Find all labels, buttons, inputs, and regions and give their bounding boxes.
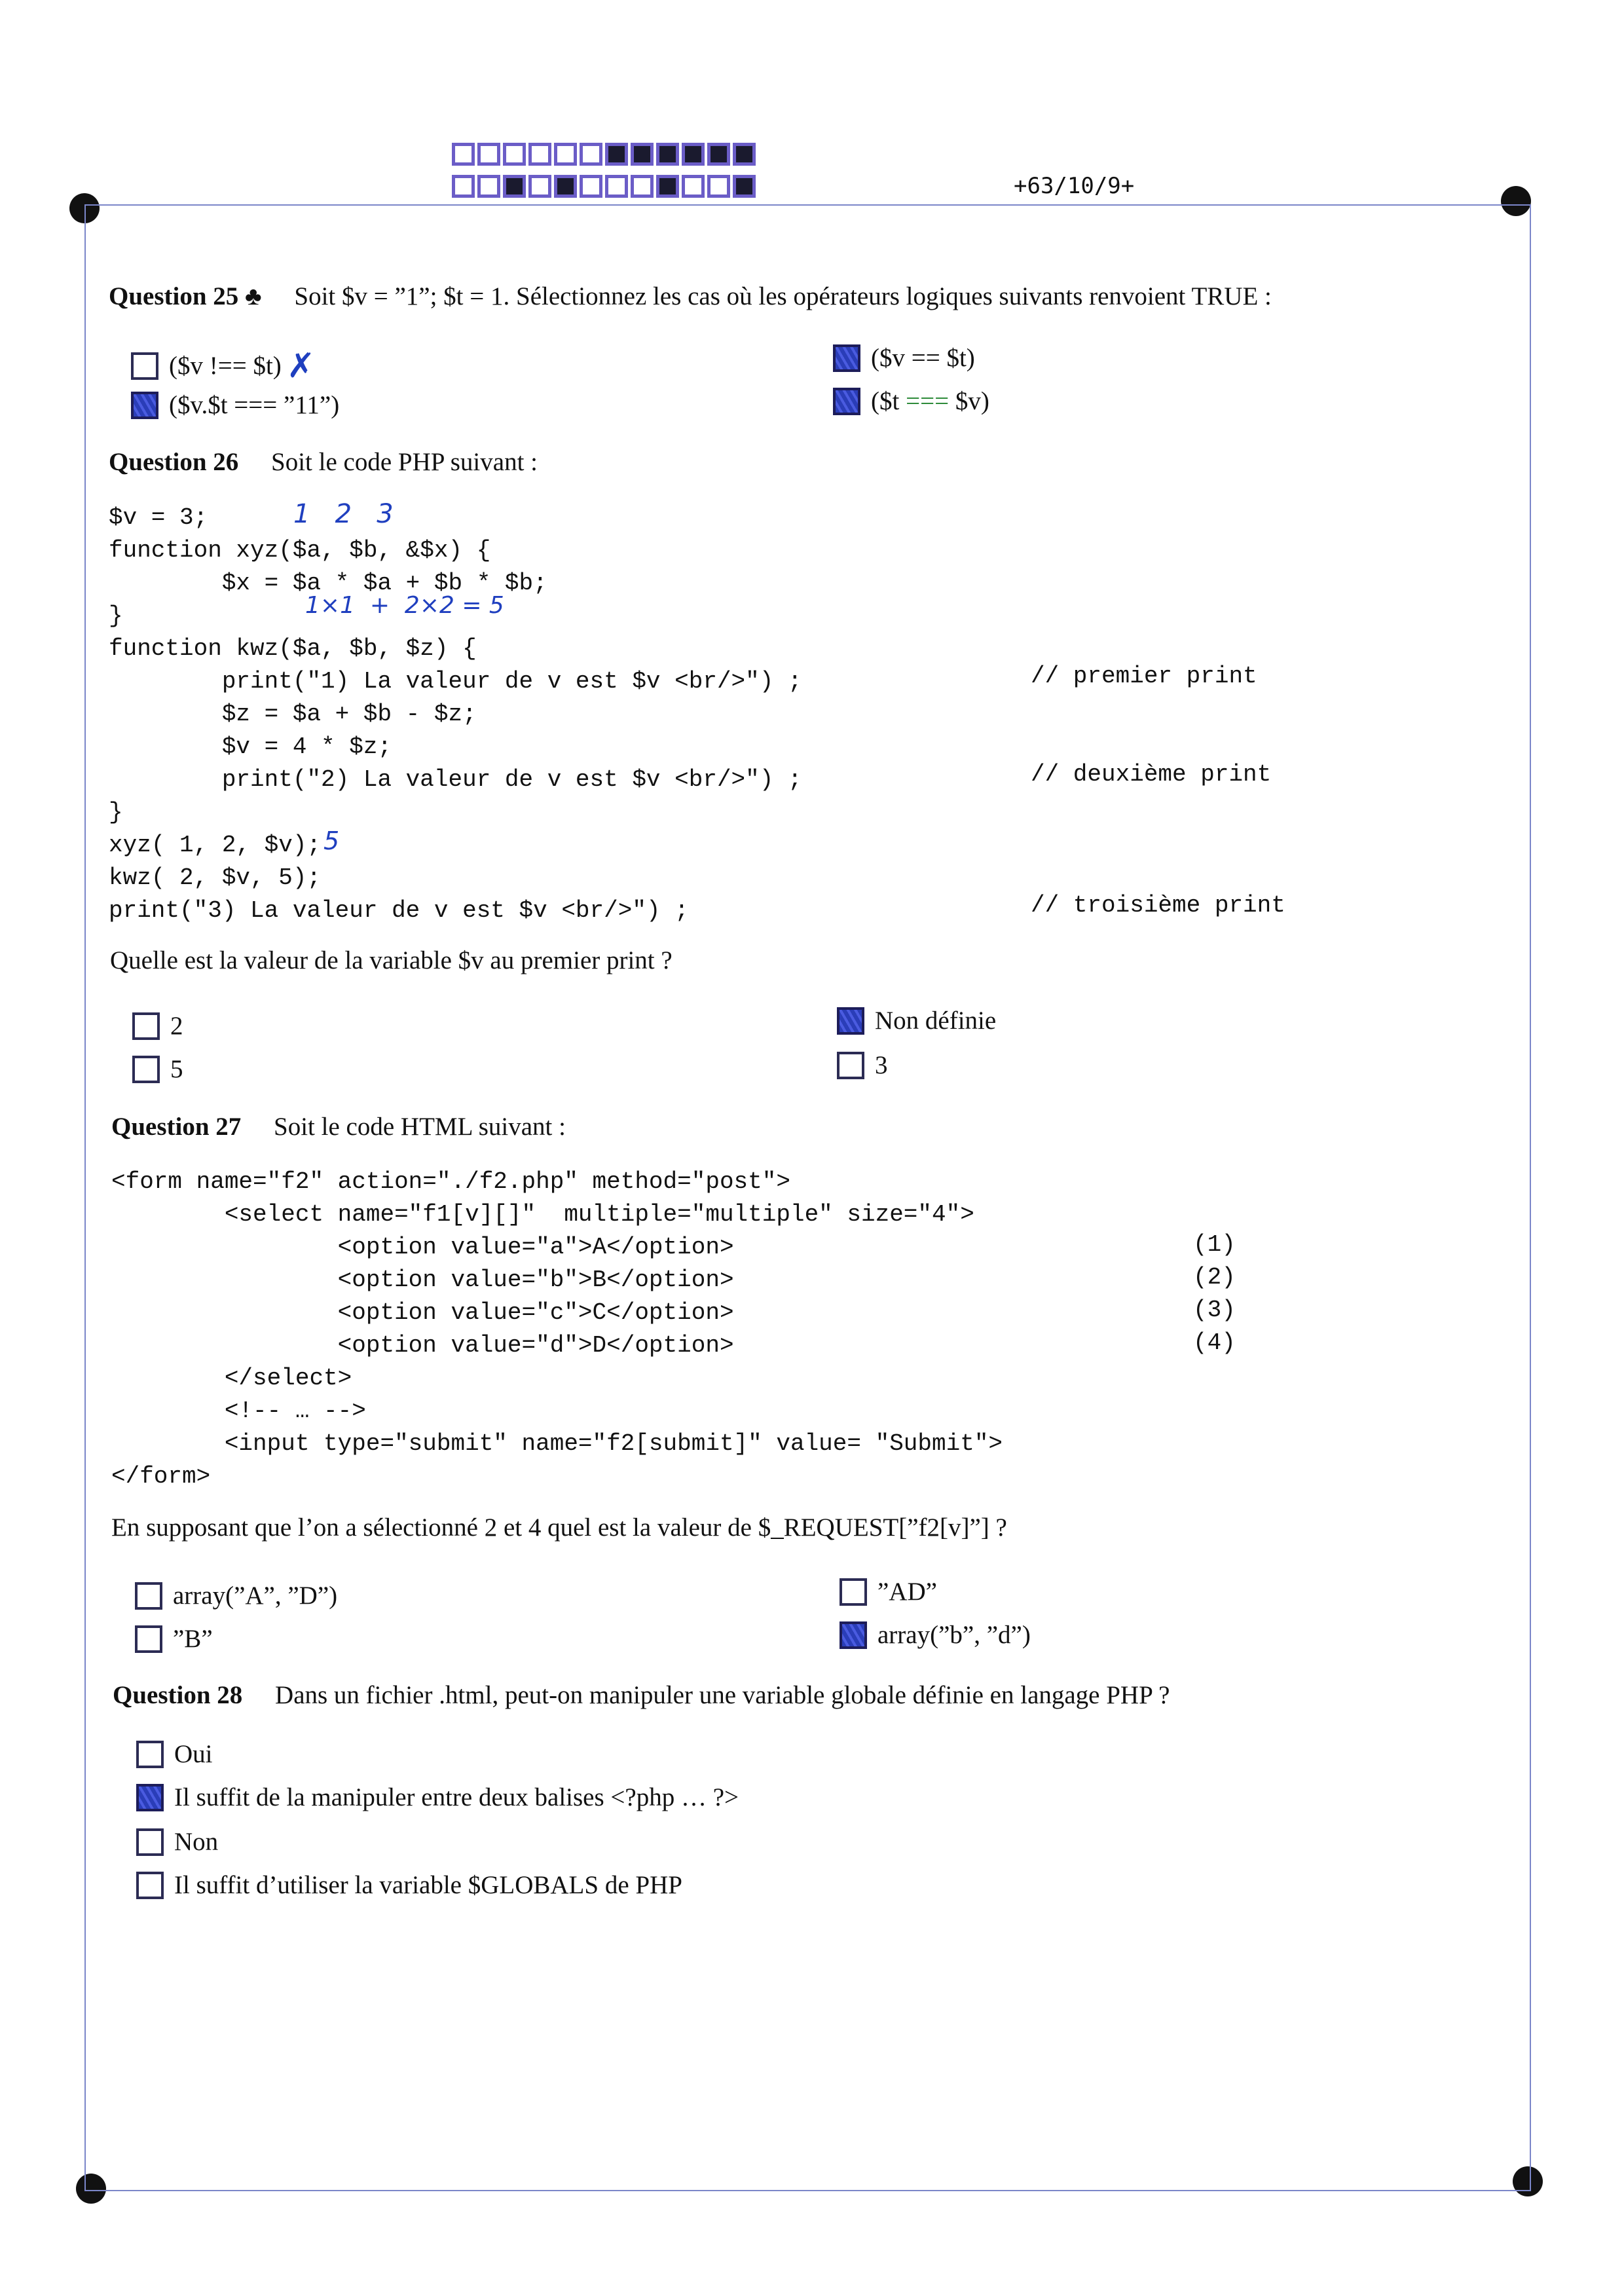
- barcode-top-row: [452, 143, 756, 166]
- q26-code-line: xyz( 1, 2, $v);: [109, 832, 322, 859]
- q27-code-line: <option value="a">A</option>: [111, 1234, 734, 1261]
- checkbox-checked[interactable]: [136, 1784, 164, 1811]
- barcode-cell: [605, 175, 628, 198]
- q26-code-line: print("2) La valeur de v est $v <br/>") ;: [109, 766, 802, 793]
- q26-label: Question 26: [109, 448, 239, 476]
- option-label: array(”b”, ”d”): [877, 1621, 1031, 1649]
- option-label: 2: [170, 1012, 183, 1040]
- option-label: 3: [875, 1051, 888, 1079]
- q27-number-3: (3): [1193, 1297, 1236, 1324]
- checkbox[interactable]: [132, 1012, 160, 1040]
- option-label: array(”A”, ”D”): [173, 1582, 338, 1610]
- barcode-cell: [503, 175, 526, 198]
- barcode-cell: [631, 143, 654, 166]
- q25-option-1[interactable]: [131, 346, 315, 386]
- checkbox[interactable]: [136, 1741, 164, 1768]
- option-label: Il suffit d’utiliser la variable $GLOBALS de PHP: [174, 1871, 682, 1899]
- option-label: Il suffit de la manipuler entre deux balises <?php … ?>: [174, 1783, 739, 1811]
- q28-text: Dans un fichier .html, peut-on manipuler une variable globale définie en langage PHP ?: [275, 1681, 1170, 1709]
- q27-heading: [111, 1112, 566, 1143]
- q26-code-line: function kwz($a, $b, $z) {: [109, 635, 477, 662]
- q26-option-2[interactable]: [132, 1054, 183, 1085]
- q25-option-4[interactable]: [833, 386, 989, 417]
- barcode-cell: [580, 143, 602, 166]
- q26-option-1[interactable]: [132, 1011, 183, 1042]
- checkbox-checked[interactable]: [837, 1007, 864, 1035]
- barcode-cell: [733, 175, 756, 198]
- barcode-cell: [554, 143, 577, 166]
- q26-comment-2: // deuxième print: [1031, 761, 1272, 788]
- barcode-cell: [503, 143, 526, 166]
- barcode-cell: [707, 175, 730, 198]
- handwritten-note-2: 1×1 + 2×2 = 5: [305, 592, 504, 619]
- barcode-cell: [452, 143, 475, 166]
- q28-option-4[interactable]: [136, 1870, 682, 1901]
- option-label: Non définie: [875, 1007, 997, 1035]
- q27-label: Question 27: [111, 1113, 242, 1141]
- option-label: ($t === $v): [871, 387, 989, 415]
- q26-option-3[interactable]: [837, 1006, 996, 1037]
- q26-heading: [109, 447, 538, 478]
- checkbox[interactable]: [135, 1582, 162, 1610]
- barcode-cell: [477, 143, 500, 166]
- checkbox-checked[interactable]: [840, 1621, 867, 1649]
- barcode-bottom-row: [452, 175, 756, 198]
- q25-option-3[interactable]: [833, 343, 975, 374]
- option-label: ”B”: [173, 1625, 213, 1653]
- checkbox[interactable]: [132, 1056, 160, 1083]
- q25-heading: [109, 282, 1272, 312]
- q26-code-line: print("3) La valeur de v est $v <br/>") ;: [109, 897, 689, 924]
- cross-mark-icon: ✗: [286, 346, 316, 386]
- option-label: Oui: [174, 1740, 213, 1768]
- checkbox[interactable]: [136, 1828, 164, 1856]
- q26-comment-3: // troisième print: [1031, 892, 1285, 919]
- q28-option-1[interactable]: [136, 1739, 213, 1770]
- q27-option-3[interactable]: [840, 1577, 937, 1608]
- checkbox[interactable]: [136, 1872, 164, 1899]
- barcode-cell: [682, 175, 705, 198]
- q27-number-2: (2): [1193, 1264, 1236, 1291]
- q26-code-line: print("1) La valeur de v est $v <br/>") ;: [109, 668, 802, 695]
- q27-code-line: <!-- … -->: [111, 1398, 366, 1424]
- q27-code-block: [111, 1166, 1003, 1493]
- q26-code-line: $z = $a + $b - $z;: [109, 701, 477, 728]
- checkbox[interactable]: [840, 1578, 867, 1606]
- barcode-cell: [528, 143, 551, 166]
- option-label: ($v !== $t): [169, 351, 282, 380]
- club-icon: ♣: [245, 282, 262, 310]
- handwritten-note-1: 1 2 3: [293, 499, 394, 529]
- q27-code-line: <input type="submit" name="f2[submit]" value= "Submit">: [111, 1430, 1003, 1457]
- barcode-cell: [605, 143, 628, 166]
- barcode-cell: [554, 175, 577, 198]
- q25-text: Soit $v = ”1”; $t = 1. Sélectionnez les cas où les opérateurs logiques suivants renvoient TRUE :: [294, 282, 1272, 310]
- q27-number-4: (4): [1193, 1329, 1236, 1356]
- q27-code-line: <option value="b">B</option>: [111, 1267, 734, 1293]
- q27-code-line: <option value="c">C</option>: [111, 1299, 734, 1326]
- q28-label: Question 28: [113, 1681, 243, 1709]
- q28-heading: [113, 1680, 1170, 1711]
- q27-number-1: (1): [1193, 1231, 1236, 1258]
- q26-code-line: }: [109, 799, 123, 826]
- q27-code-line: <option value="d">D</option>: [111, 1332, 734, 1359]
- q26-code-line: $v = 4 * $z;: [109, 733, 392, 760]
- barcode-cell: [528, 175, 551, 198]
- q27-option-4[interactable]: [840, 1620, 1031, 1651]
- barcode-cell: [656, 175, 679, 198]
- checkbox[interactable]: [131, 352, 158, 380]
- q27-code-line: </select>: [111, 1365, 352, 1392]
- barcode-cell: [452, 175, 475, 198]
- barcode-cell: [631, 175, 654, 198]
- q26-comment-1: // premier print: [1031, 663, 1257, 690]
- q26-code-line: $v = 3;: [109, 504, 208, 531]
- q27-code-line: <select name="f1[v][]" multiple="multiple" size="4">: [111, 1201, 974, 1228]
- checkbox[interactable]: [837, 1052, 864, 1079]
- barcode-cell: [656, 143, 679, 166]
- q28-option-2[interactable]: [136, 1783, 739, 1813]
- q26-text: Soit le code PHP suivant :: [271, 448, 538, 476]
- q25-label: Question 25 ♣: [109, 282, 262, 310]
- q26-code-line: }: [109, 602, 123, 629]
- option-label: 5: [170, 1055, 183, 1083]
- checkbox-checked[interactable]: [131, 392, 158, 419]
- q27-code-line: </form>: [111, 1463, 211, 1490]
- q26-question: Quelle est la valeur de la variable $v au premier print ?: [110, 946, 673, 974]
- barcode-cell: [580, 175, 602, 198]
- barcode-cell: [682, 143, 705, 166]
- q26-code-line: function xyz($a, $b, &$x) {: [109, 537, 491, 564]
- option-label: ($v == $t): [871, 344, 975, 372]
- q26-code-line: kwz( 2, $v, 5);: [109, 864, 322, 891]
- option-label: Non: [174, 1828, 219, 1856]
- q27-option-2[interactable]: [135, 1624, 213, 1655]
- q27-code-line: <form name="f2" action="./f2.php" method="post">: [111, 1168, 790, 1195]
- q28-option-3[interactable]: [136, 1827, 218, 1858]
- option-label: ($v.$t === ”11”): [169, 391, 340, 419]
- q26-option-4[interactable]: [837, 1050, 888, 1081]
- q25-option-2[interactable]: [131, 390, 339, 421]
- checkbox-checked[interactable]: [833, 344, 860, 372]
- checkbox[interactable]: [135, 1625, 162, 1653]
- q26-code-line: $x = $a * $a + $b * $b;: [109, 570, 547, 597]
- barcode-cell: [707, 143, 730, 166]
- q26-code-block: [109, 502, 802, 927]
- barcode-cell: [733, 143, 756, 166]
- q27-text: Soit le code HTML suivant :: [274, 1113, 566, 1141]
- checkbox-checked[interactable]: [833, 388, 860, 415]
- q27-question: En supposant que l’on a sélectionné 2 et 4 quel est la valeur de $_REQUEST[”f2[v]”] ?: [111, 1513, 1007, 1542]
- q27-option-1[interactable]: [135, 1581, 337, 1612]
- option-label: ”AD”: [877, 1578, 937, 1606]
- copy-code: +63/10/9+: [1014, 173, 1135, 199]
- barcode-cell: [477, 175, 500, 198]
- handwritten-note-3: 5: [323, 826, 340, 855]
